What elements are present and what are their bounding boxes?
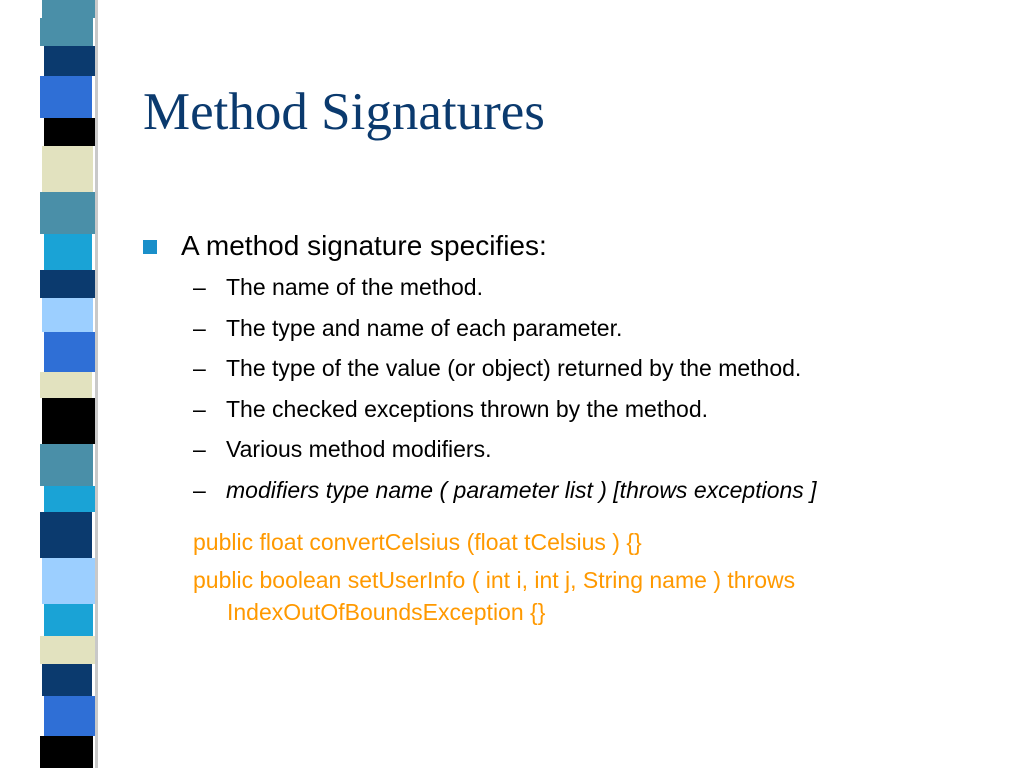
stripe-block [40, 736, 93, 768]
stripe-block [42, 298, 93, 332]
stripe-block [40, 444, 93, 486]
stripe-block [44, 696, 95, 736]
stripe-block [44, 486, 95, 512]
stripe-block [40, 76, 92, 118]
code-example-line: public float convertCelsius (float tCelsius ) {} [193, 528, 642, 555]
stripe-block [40, 636, 95, 664]
stripe-block [42, 0, 95, 18]
stripe-block [40, 512, 92, 558]
stripe-block [42, 558, 95, 604]
stripe-block [44, 46, 95, 76]
stripe-block [42, 664, 92, 696]
dash-icon: – [193, 355, 206, 382]
stripe-shadow [95, 0, 98, 768]
stripe-block [42, 398, 95, 444]
stripe-block [44, 234, 92, 270]
sub-bullet [143, 436, 1003, 477]
sub-bullet [143, 396, 1003, 437]
stripe-block [40, 18, 93, 46]
sub-bullet-list [143, 274, 1003, 518]
sub-bullet [143, 274, 1003, 315]
decorative-stripe-border [0, 0, 120, 768]
code-example-continuation: IndexOutOfBoundsException {} [227, 598, 546, 625]
slide-body [143, 230, 1003, 628]
dash-icon: – [193, 476, 206, 503]
sub-bullet [143, 315, 1003, 356]
sub-bullet-text: Various method modifiers. [226, 436, 492, 463]
stripe-block [40, 192, 95, 234]
square-bullet-icon [143, 240, 157, 254]
stripe-block [40, 270, 95, 298]
sub-bullet [143, 355, 1003, 396]
main-bullet [143, 230, 1003, 270]
dash-icon: – [193, 274, 206, 300]
sub-bullet-syntax [143, 477, 1003, 518]
code-example [143, 564, 1003, 628]
dash-icon: – [193, 314, 206, 341]
main-bullet-text: A method signature specifies: [181, 230, 547, 261]
stripe-block [44, 604, 93, 636]
stripe-block [44, 118, 95, 146]
code-example [143, 526, 1003, 558]
stripe-block [44, 332, 95, 372]
stripe-graphic [0, 0, 120, 768]
slide-title: Method Signatures [143, 83, 545, 141]
dash-icon: – [193, 436, 206, 463]
syntax-text: modifiers type name ( parameter list ) [throws exceptions ] [226, 476, 817, 503]
code-example-line: public boolean setUserInfo ( int i, int j, String name ) throws [193, 566, 796, 593]
sub-bullet-text: The checked exceptions thrown by the method. [226, 395, 709, 422]
sub-bullet-text: The type of the value (or object) returned by the method. [226, 355, 802, 382]
sub-bullet-text: The name of the method. [226, 274, 483, 300]
stripe-block [40, 372, 92, 398]
stripe-block [42, 146, 93, 192]
sub-bullet-text: The type and name of each parameter. [226, 314, 623, 341]
dash-icon: – [193, 395, 206, 422]
